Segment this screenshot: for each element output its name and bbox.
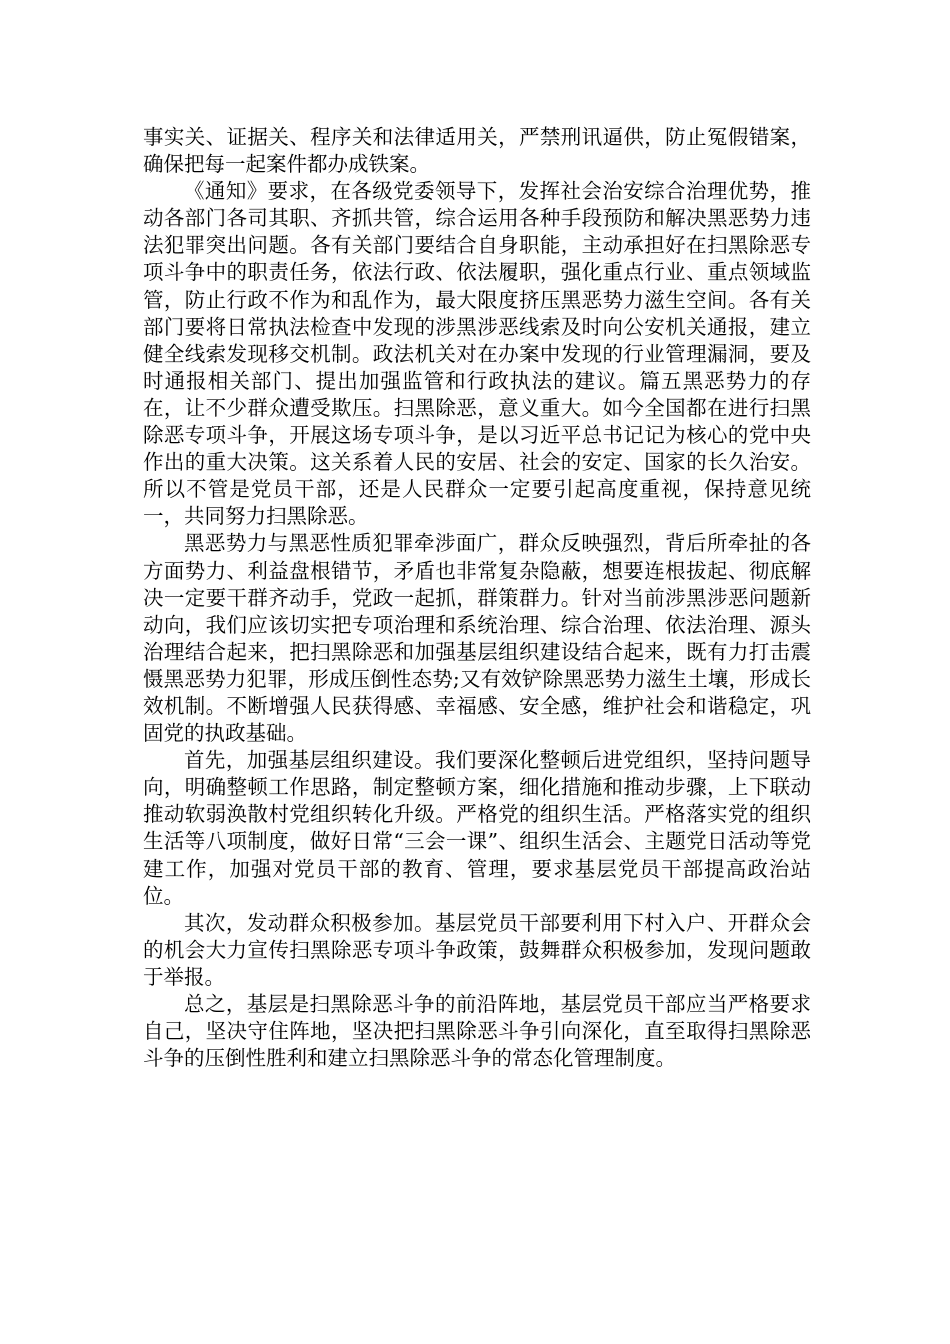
paragraph-2: 《通知》要求，在各级党委领导下，发挥社会治安综合治理优势，推动各部门各司其职、齐抓共管，综合运用各种手段预防和解决黑恶势力违法犯罪突出问题。各有关部门要结合自身职能，主动承担好在扫黑除恶专项斗争中的职责任务，依法行政、依法履职，强化重点行业、重点领域监管，防止行政不作为和乱作为，最大限度挤压黑恶势力滋生空间。各有关部门要将日常执法检查中发现的涉黑涉恶线索及时向公安机关通报，建立健全线索发现移交机制。政法机关对在办案中发现的行业管理漏洞，要及时通报相关部门、提出加强监管和行政执法的建议。篇五黑恶势力的存在，让不少群众遭受欺压。扫黑除恶，意义重大。如今全国都在进行扫黑除恶专项斗争，开展这场专项斗争，是以习近平总书记记为核心的党中央作出的重大决策。这关系着人民的安居、社会的安定、国家的长久治安。所以不管是党员干部，还是人民群众一定要引起高度重视，保持意见统一，共同努力扫黑除恶。 xyxy=(143,179,811,529)
paragraph-6: 总之，基层是扫黑除恶斗争的前沿阵地，基层党员干部应当严格要求自己，坚决守住阵地，坚决把扫黑除恶斗争引向深化，直至取得扫黑除恶斗争的压倒性胜利和建立扫黑除恶斗争的常态化管理制度。 xyxy=(143,992,811,1071)
document-body xyxy=(143,124,811,1072)
paragraph-4: 首先，加强基层组织建设。我们要深化整顿后进党组织，坚持问题导向，明确整顿工作思路，制定整顿方案，细化措施和推动步骤，上下联动推动软弱涣散村党组织转化升级。严格党的组织生活。严格落实党的组织生活等八项制度，做好日常“三会一课”、组织生活会、主题党日活动等党建工作，加强对党员干部的教育、管理，要求基层党员干部提高政治站位。 xyxy=(143,748,811,908)
paragraph-3: 黑恶势力与黑恶性质犯罪牵涉面广，群众反映强烈，背后所牵扯的各方面势力、利益盘根错节，矛盾也非常复杂隐蔽，想要连根拔起、彻底解决一定要干群齐动手，党政一起抓，群策群力。针对当前涉黑涉恶问题新动向，我们应该切实把专项治理和系统治理、综合治理、依法治理、源头治理结合起来，把扫黑除恶和加强基层组织建设结合起来，既有力打击震慑黑恶势力犯罪，形成压倒性态势;又有效铲除黑恶势力滋生土壤，形成长效机制。不断增强人民获得感、幸福感、安全感，维护社会和谐稳定，巩固党的执政基础。 xyxy=(143,531,811,746)
paragraph-1: 事实关、证据关、程序关和法律适用关，严禁刑讯逼供，防止冤假错案，确保把每一起案件都办成铁案。 xyxy=(143,125,811,177)
paragraph-5: 其次，发动群众积极参加。基层党员干部要利用下村入户、开群众会的机会大力宣传扫黑除恶专项斗争政策，鼓舞群众积极参加，发现问题敢于举报。 xyxy=(143,910,811,989)
